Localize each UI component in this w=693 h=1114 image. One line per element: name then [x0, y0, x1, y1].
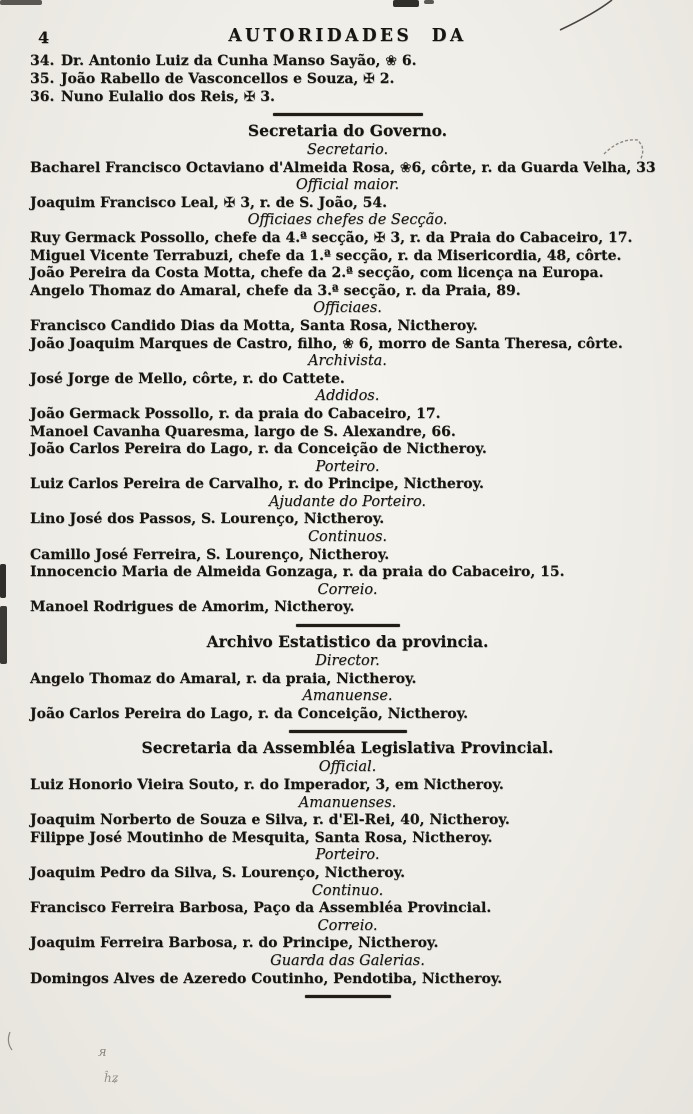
role-heading: Continuos. [307, 529, 388, 546]
role-heading: Addidos. [315, 388, 380, 405]
directory-entry: Innocencio Maria de Almeida Gonzaga, r. da praia do Cabaceiro, 15. [30, 564, 565, 581]
section-title: Archivo Estatistico da provincia. [206, 631, 489, 652]
section-title: Secretaria do Governo. [247, 120, 448, 141]
entry-text: Nuno Eulalio dos Reis, ✠ 3. [56, 89, 275, 105]
entry-number: 36. [30, 89, 55, 105]
directory-entry: José Jorge de Mello, côrte, r. do Cattete. [30, 370, 345, 387]
scan-artifact-bottom-left [0, 1030, 140, 1110]
role-heading: Guarda das Galerias. [270, 952, 425, 969]
directory-entry: João Carlos Pereira do Lago, r. da Conceição, Nictheroy. [30, 705, 468, 722]
entry-number: 35. [30, 71, 55, 87]
numbered-entry [30, 88, 665, 106]
role-heading: Correio. [317, 581, 378, 598]
directory-entry: Manoel Rodrigues de Amorim, Nictheroy. [30, 599, 355, 616]
directory-entry: Lino José dos Passos, S. Lourenço, Nictheroy. [30, 511, 385, 528]
directory-entry: Bacharel Francisco Octaviano d'Almeida Rosa, ❀6, côrte, r. da Guarda Velha, 33 [30, 159, 656, 176]
role-heading: Director. [315, 653, 380, 670]
section-rule [289, 730, 407, 733]
section-rule [296, 624, 400, 627]
role-heading: Porteiro. [315, 458, 380, 475]
role-heading: Continuo. [311, 882, 384, 899]
role-heading: Official. [318, 759, 377, 776]
role-heading: Porteiro. [315, 847, 380, 864]
directory-entry: João Germack Possollo, r. da praia do Cabaceiro, 17. [30, 405, 441, 422]
sections [30, 113, 665, 998]
scan-artifact-left-edge [0, 560, 12, 680]
entry-text: João Rabello de Vasconcellos e Souza, ✠ 2. [56, 71, 395, 87]
role-heading: Officiaes. [313, 300, 382, 317]
running-title: AUTORIDADES DA [228, 25, 467, 47]
directory-entry: Joaquim Pedro da Silva, S. Lourenço, Nictheroy. [30, 864, 405, 881]
role-heading: Secretario. [306, 142, 389, 158]
role-heading: Official maior. [295, 177, 400, 194]
numbered-entry [30, 52, 665, 70]
directory-entry: Joaquim Ferreira Barbosa, r. do Principe, Nictheroy. [30, 935, 439, 952]
directory-entry: Manoel Cavanha Quaresma, largo de S. Alexandre, 66. [30, 423, 456, 440]
directory-entry: Angelo Thomaz do Amaral, r. da praia, Nictheroy. [30, 670, 417, 687]
svg-text:я: я [98, 1045, 107, 1060]
numbered-entry [30, 70, 665, 88]
entry-text: Dr. Antonio Luiz da Cunha Manso Sayão, ❀ 6. [56, 53, 417, 69]
directory-entry: Luiz Carlos Pereira de Carvalho, r. do Principe, Nictheroy. [30, 476, 484, 493]
entry-number: 34. [30, 53, 55, 69]
role-heading: Amanuense. [302, 688, 393, 705]
directory-entry: Francisco Candido Dias da Motta, Santa Rosa, Nictheroy. [30, 317, 478, 334]
end-rule [305, 995, 391, 998]
section-rule [273, 113, 423, 116]
role-heading: Correio. [317, 917, 378, 934]
directory-entry: Joaquim Francisco Leal, ✠ 3, r. de S. João, 54. [30, 194, 388, 211]
directory-entry: Miguel Vicente Terrabuzi, chefe da 1.ª secção, r. da Misericordia, 48, côrte. [30, 247, 622, 264]
svg-text:ĥʑ: ĥʑ [104, 1071, 119, 1085]
role-heading: Amanuenses. [298, 794, 397, 811]
section-title: Secretaria da Assembléa Legislativa Provincial. [141, 738, 554, 758]
directory-entry: Ruy Germack Possollo, chefe da 4.ª secção, ✠ 3, r. da Praia do Cabaceiro, 17. [30, 229, 633, 246]
directory-entry: Angelo Thomaz do Amaral, chefe da 3.ª secção, r. da Praia, 89. [30, 282, 521, 299]
directory-entry: Luiz Honorio Vieira Souto, r. do Imperador, 3, em Nictheroy. [30, 777, 504, 793]
role-heading: Ajudante do Porteiro. [268, 493, 427, 510]
numbered-list [30, 52, 665, 106]
directory-entry: João Joaquim Marques de Castro, filho, ❀ 6, morro de Santa Theresa, côrte. [30, 335, 623, 352]
page-number: 4 [38, 28, 50, 47]
directory-entry: Camillo José Ferreira, S. Lourenço, Nictheroy. [30, 546, 390, 563]
directory-entry: João Pereira da Costa Motta, chefe da 2.ª secção, com licença na Europa. [30, 265, 604, 282]
role-heading: Officiaes chefes de Secção. [247, 212, 448, 229]
page-header [30, 26, 665, 50]
role-heading: Archivista. [308, 353, 387, 370]
directory-entry: Joaquim Norberto de Souza e Silva, r. d'El-Rei, 40, Nictheroy. [30, 812, 510, 829]
directory-entry: Francisco Ferreira Barbosa, Paço da Assembléa Provincial. [30, 900, 492, 917]
directory-entry: Domingos Alves de Azeredo Coutinho, Pendotiba, Nictheroy. [30, 970, 503, 987]
directory-entry: João Carlos Pereira do Lago, r. da Conceição de Nictheroy. [30, 441, 487, 458]
directory-entry: Filippe José Moutinho de Mesquita, Santa Rosa, Nictheroy. [30, 829, 493, 846]
